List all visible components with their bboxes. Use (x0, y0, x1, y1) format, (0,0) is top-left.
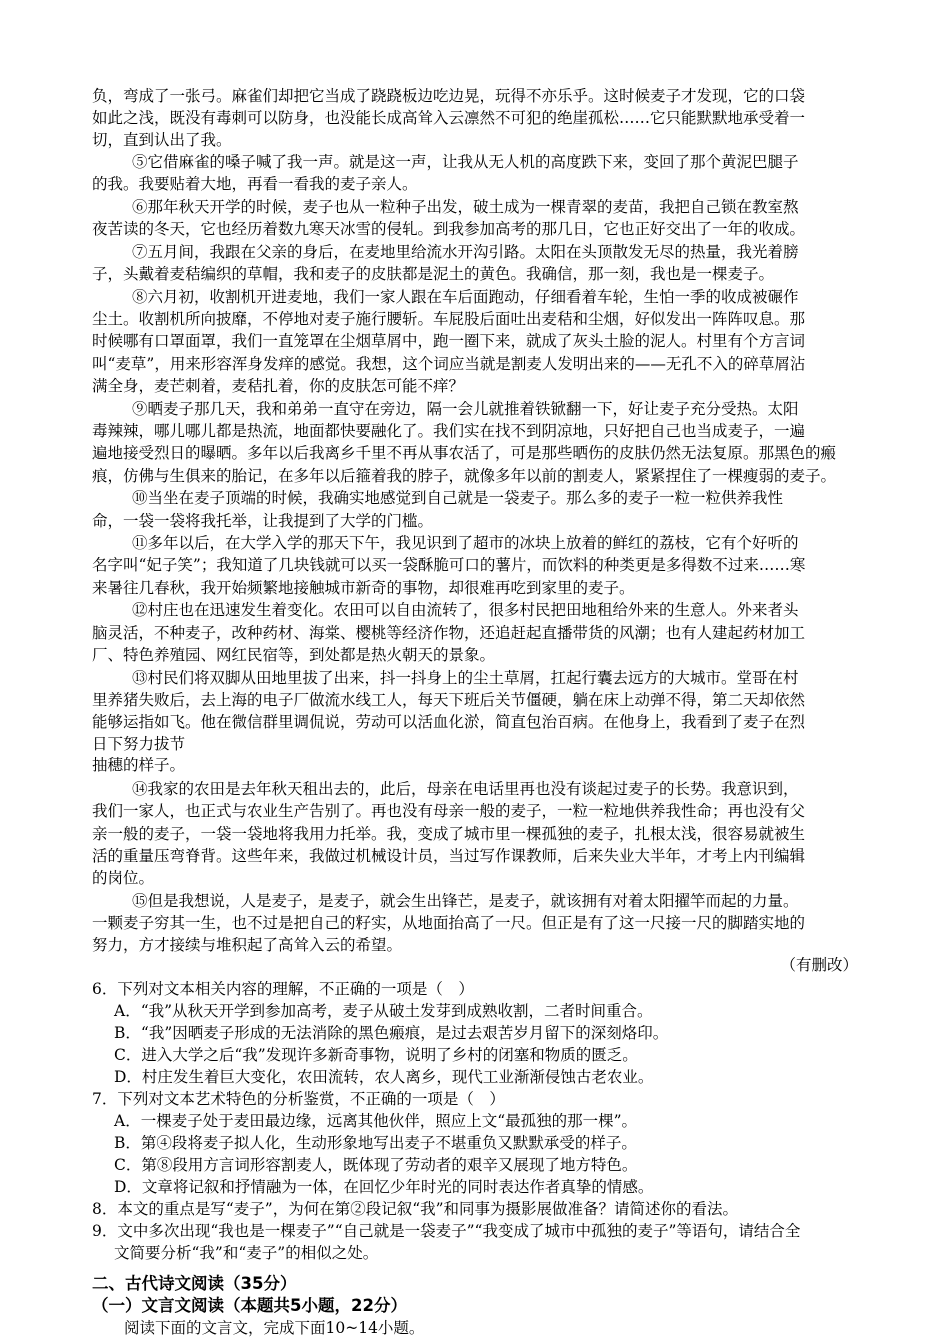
passage-line: 夜苦读的冬天，它也经历着数九寒天冰雪的侵轧。到我参加高考的那几日，它也正好交出了一年的收成。 (92, 220, 806, 238)
passage-line: 我们一家人，也正式与农业生产告别了。再也没有母亲一般的麦子，一粒一粒地供养我性命；再也没有父 (92, 802, 806, 820)
passage-line: ⑭我家的农田是去年秋天租出去的，此后，母亲在电话里再也没有谈起过麦子的长势。我意识到， (132, 780, 799, 798)
question-9-line: 9．文中多次出现“我也是一棵麦子”“自己就是一袋麦子”“我变成了城市中孤独的麦子”等语句，请结合全 (92, 1222, 801, 1240)
passage-line: 满全身，麦芒刺着，麦秸扎着，你的皮肤怎可能不痒？ (92, 377, 465, 395)
passage-line: 切，直到认出了我。 (92, 131, 232, 149)
passage-note: （有删改） (780, 956, 858, 974)
question-6-stem: 6．下列对文本相关内容的理解，不正确的一项是（ ） (92, 980, 474, 998)
passage-line: ⑮但是我想说，人是麦子，是麦子，就会生出锋芒，是麦子，就该拥有对着太阳擢竿而起的力量。 (132, 892, 799, 910)
question-7-option-d: D．文章将记叙和抒情融为一体，在回忆少年时光的同时表达作者真挚的情感。 (114, 1178, 654, 1196)
passage-line: ⑦五月间，我跟在父亲的身后，在麦地里给流水开沟引路。太阳在头顶散发无尽的热量，我光着膀 (132, 243, 799, 261)
passage-line: 来暑往几春秋，我开始频繁地接触城市新奇的事物，却很难再吃到家里的麦子。 (92, 579, 635, 597)
passage-line: ⑫村庄也在迅速发生着变化。农田可以自由流转了，很多村民把田地租给外来的生意人。外来者头 (132, 601, 799, 619)
passage-line: 日下努力拔节 (92, 735, 186, 753)
question-6-option-c: C．进入大学之后“我”发现许多新奇事物，说明了乡村的闭塞和物质的匮乏。 (114, 1046, 638, 1064)
question-6-option-d: D．村庄发生着巨大变化，农田流转，农人离乡，现代工业渐渐侵蚀古老农业。 (114, 1068, 654, 1086)
question-7-option-a: A．一棵麦子处于麦田最边缘，远离其他伙伴，照应上文“最孤独的那一棵”。 (114, 1112, 638, 1130)
passage-line: 遍地接受烈日的曝晒。多年以后我离乡千里不再从事农活了，可是那些晒伤的皮肤仍然无法复原。那黑色的瘢 (92, 444, 837, 462)
question-7-option-b: B．第④段将麦子拟人化，生动形象地写出麦子不堪重负又默默承受的样子。 (114, 1134, 637, 1152)
passage-line: ⑥那年秋天开学的时候，麦子也从一粒种子出发，破土成为一棵青翠的麦苗，我把自己锁在教室熬 (132, 198, 799, 216)
passage-line: 命，一袋一袋将我托举，让我提到了大学的门槛。 (92, 512, 434, 530)
passage-line: ⑨晒麦子那几天，我和弟弟一直守在旁边，隔一会儿就推着铁锨翻一下，好让麦子充分受热。太阳 (132, 400, 799, 418)
passage-line: ⑤它借麻雀的嗓子喊了我一声。就是这一声，让我从无人机的高度跌下来，变回了那个黄泥巴腿子 (132, 153, 799, 171)
passage-line: ⑧六月初，收割机开进麦地，我们一家人跟在车后面跑动，仔细看着车轮，生怕一季的收成被碾作 (132, 288, 799, 306)
passage-line: 的我。我要贴着大地，再看一看我的麦子亲人。 (92, 175, 418, 193)
passage-line: 痕，仿佛与生俱来的胎记，在多年以后箍着我的脖子，就像多年以前的割麦人，紧紧捏住了一棵瘦弱的麦子。 (92, 467, 837, 485)
passage-line: 努力，方才接续与堆积起了高耸入云的希望。 (92, 936, 403, 954)
passage-line: 如此之浅，既没有毒刺可以防身，也没能长成高耸入云凛然不可犯的绝崖孤松……它只能默默地承受着一 (92, 109, 806, 127)
passage-line: 抽穗的样子。 (92, 756, 186, 774)
section-2-instruction: 阅读下面的文言文，完成下面10~14小题。 (124, 1319, 425, 1337)
passage-line: 子，头戴着麦秸编织的草帽，我和麦子的皮肤都是泥土的黄色。我确信，那一刻，我也是一棵麦子。 (92, 265, 775, 283)
question-9-line: 文简要分析“我”和“麦子”的相似之处。 (114, 1244, 379, 1262)
passage-line: 名字叫“妃子笑”；我知道了几块钱就可以买一袋酥脆可口的薯片，而饮料的种类更是多得数不过来……寒 (92, 556, 806, 574)
passage-line: 尘土。收割机所向披靡，不停地对麦子施行腰斩。车屁股后面吐出麦秸和尘烟，好似发出一阵阵叹息。那 (92, 310, 806, 328)
passage-line: 毒辣辣，哪儿哪儿都是热流，地面都快要融化了。我们实在找不到阴凉地，只好把自己也当成麦子，一遍 (92, 422, 806, 440)
passage-line: 能够运指如飞。他在微信群里调侃说，劳动可以活血化淤，简直包治百病。在他身上，我看到了麦子在烈 (92, 713, 806, 731)
passage-line: ⑩当坐在麦子顶端的时候，我确实地感觉到自己就是一袋麦子。那么多的麦子一粒一粒供养我性 (132, 489, 784, 507)
passage-line: 时候哪有口罩面罩，我们一直笼罩在尘烟草屑中，跑一圈下来，就成了灰头土脸的泥人。村里有个方言词 (92, 332, 806, 350)
passage-line: 厂、特色养殖园、网红民宿等，到处都是热火朝天的景象。 (92, 646, 496, 664)
question-7-option-c: C．第⑧段用方言词形容割麦人，既体现了劳动者的艰辛又展现了地方特色。 (114, 1156, 638, 1174)
passage-line: 一颗麦子穷其一生，也不过是把自己的籽实，从地面抬高了一尺。但正是有了这一尺接一尺的脚踏实地的 (92, 914, 806, 932)
section-2-heading: 二、古代诗文阅读（35分） (92, 1274, 297, 1293)
section-2-subheading: （一）文言文阅读（本题共5小题，22分） (92, 1296, 407, 1315)
question-6-option-a: A．“我”从秋天开学到参加高考，麦子从破土发芽到成熟收割，二者时间重合。 (114, 1002, 653, 1020)
passage-line: 叫“麦草”，用来形容浑身发痒的感觉。我想，这个词应当就是割麦人发明出来的——无孔不入的碎草屑沾 (92, 355, 806, 373)
passage-line: 亲一般的麦子，一袋一袋地将我用力托举。我，变成了城市里一棵孤独的麦子，扎根太浅，很容易就被生 (92, 825, 806, 843)
passage-line: 的岗位。 (92, 869, 155, 887)
passage-line: 里养猪失败后，去上海的电子厂做流水线工人，每天下班后关节僵硬，躺在床上动弹不得，第二天却依然 (92, 691, 806, 709)
question-8: 8．本文的重点是写“麦子”，为何在第②段记叙“我”和同事为摄影展做准备？请简述你的看法。 (92, 1200, 739, 1218)
passage-line: 脑灵活，不种麦子，改种药材、海棠、樱桃等经济作物，还追赶起直播带货的风潮；也有人建起药材加工 (92, 624, 806, 642)
question-7-stem: 7．下列对文本艺术特色的分析鉴赏，不正确的一项是（ ） (92, 1090, 505, 1108)
passage-line: 负，弯成了一张弓。麻雀们却把它当成了跷跷板边吃边晃，玩得不亦乐乎。这时候麦子才发现，它的口袋 (92, 87, 806, 105)
question-6-option-b: B．“我”因晒麦子形成的无法消除的黑色瘢痕，是过去艰苦岁月留下的深刻烙印。 (114, 1024, 669, 1042)
passage-line: 活的重量压弯脊背。这些年来，我做过机械设计员，当过写作课教师，后来失业大半年，才考上内刊编辑 (92, 847, 806, 865)
passage-line: ⑪多年以后，在大学入学的那天下午，我见识到了超市的冰块上放着的鲜红的荔枝，它有个好听的 (132, 534, 799, 552)
passage-line: ⑬村民们将双脚从田地里拔了出来，抖一抖身上的尘土草屑，扛起行囊去远方的大城市。堂哥在村 (132, 669, 799, 687)
